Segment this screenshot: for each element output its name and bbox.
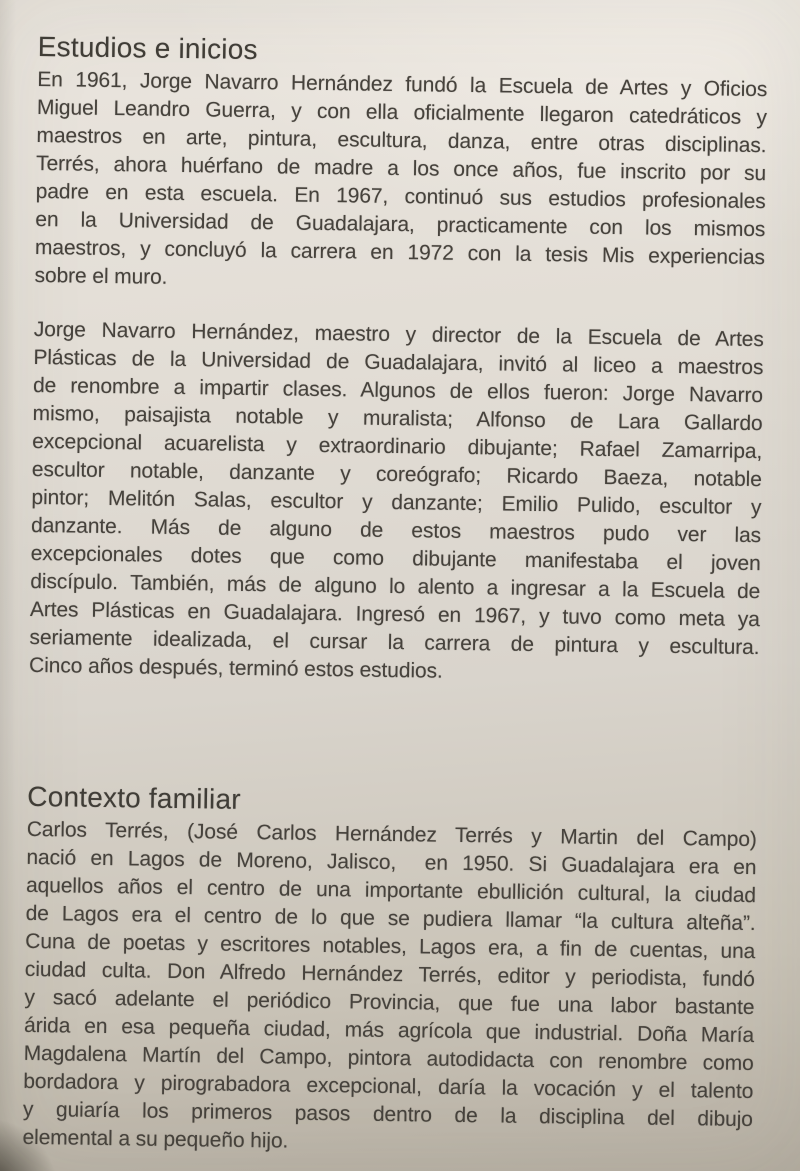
text-line: Jorge Navarro Hernández, maestro y director de la Escuela de Artes <box>33 317 764 352</box>
text-line: de renombre a impartir clases. Algunos de ellos fueron: Jorge Navarro <box>32 373 764 408</box>
text-line: maestros, y concluyó la carrera en 1972 con la tesis Mis experiencias <box>34 235 766 270</box>
text-line: Plásticas de la Universidad de Guadalajara, invitó al liceo a maestros <box>33 345 764 380</box>
text-line: seriamente idealizada, el cursar la carrera de pintura y escultura. <box>29 625 760 660</box>
text-line: escultor notable, danzante y coreógrafo; Ricardo Baeza, notable <box>31 457 762 492</box>
text-line: bordadora y pirograbadora excepcional, daría la vocación y el talento <box>23 1069 754 1104</box>
text-line: elemental a su pequeño hijo. <box>22 1125 289 1153</box>
text-line: padre en esta escuela. En 1967, continuó sus estudios profesionales <box>35 179 766 214</box>
paragraph <box>34 66 767 300</box>
section-1 <box>29 30 768 690</box>
text-line: Carlos Terrés, (José Carlos Hernández Terrés y Martin del Campo) <box>26 817 757 852</box>
text-line: danzante. Más de alguno de estos maestros pudo ver las <box>30 513 762 548</box>
text-line: Cinco años después, terminó estos estudios. <box>28 653 443 683</box>
text-line: y sacó adelante el periódico Provincia, que fue una labor bastante <box>24 985 755 1020</box>
paragraph <box>22 816 757 1162</box>
paragraph <box>29 316 764 690</box>
text-line: En 1961, Jorge Navarro Hernández fundó la Escuela de Artes y Oficios <box>37 67 768 102</box>
text-line: mismo, paisajista notable y muralista; Alfonso de Lara Gallardo <box>32 401 763 436</box>
text-line: Cuna de poetas y escritores notables, Lagos era, a fin de cuentas, una <box>25 929 756 964</box>
text-line: Miguel Leandro Guerra, y con ella oficialmente llegaron catedráticos y <box>36 95 768 130</box>
text-line: pintor; Melitón Salas, escultor y danzante; Emilio Pulido, escultor y <box>31 485 762 520</box>
text-line: y guiaría los primeros pasos dentro de la disciplina del dibujo <box>22 1097 754 1132</box>
section-title: Estudios e inicios <box>37 30 258 66</box>
section-title: Contexto familiar <box>27 780 241 815</box>
text-line: Terrés, ahora huérfano de madre a los once años, fue inscrito por su <box>35 151 767 186</box>
section-2 <box>22 780 757 1162</box>
text-line: excepcional acuarelista y extraordinario dibujante; Rafael Zamarripa, <box>32 429 763 464</box>
text-line: árida en esa pequeña ciudad, más agrícola que industrial. Doña María <box>23 1013 755 1048</box>
text-line: excepcionales dotes que como dibujante manifestaba el joven <box>30 541 761 576</box>
text-line: ciudad culta. Don Alfredo Hernández Terrés, editor y periodista, fundó <box>24 957 755 992</box>
text-line: de Lagos era el centro de lo que se pudiera llamar “la cultura alteña”. <box>25 901 756 936</box>
text-line: Artes Plásticas en Guadalajara. Ingresó en 1967, y tuvo como meta ya <box>29 597 760 632</box>
text-line: nació en Lagos de Moreno, Jalisco, en 1950. Si Guadalajara era en <box>26 845 757 880</box>
text-line: Magdalena Martín del Campo, pintora autodidacta con renombre como <box>23 1041 754 1076</box>
text-line: en la Universidad de Guadalajara, practicamente con los mismos <box>35 207 766 242</box>
text-line: sobre el muro. <box>34 263 168 289</box>
text-line: discípulo. También, más de alguno lo alento a ingresar a la Escuela de <box>30 569 761 604</box>
text-line: aquellos años el centro de una importante ebullición cultural, la ciudad <box>25 873 757 908</box>
text-line: maestros en arte, pintura, escultura, danza, entre otras disciplinas. <box>36 123 767 158</box>
